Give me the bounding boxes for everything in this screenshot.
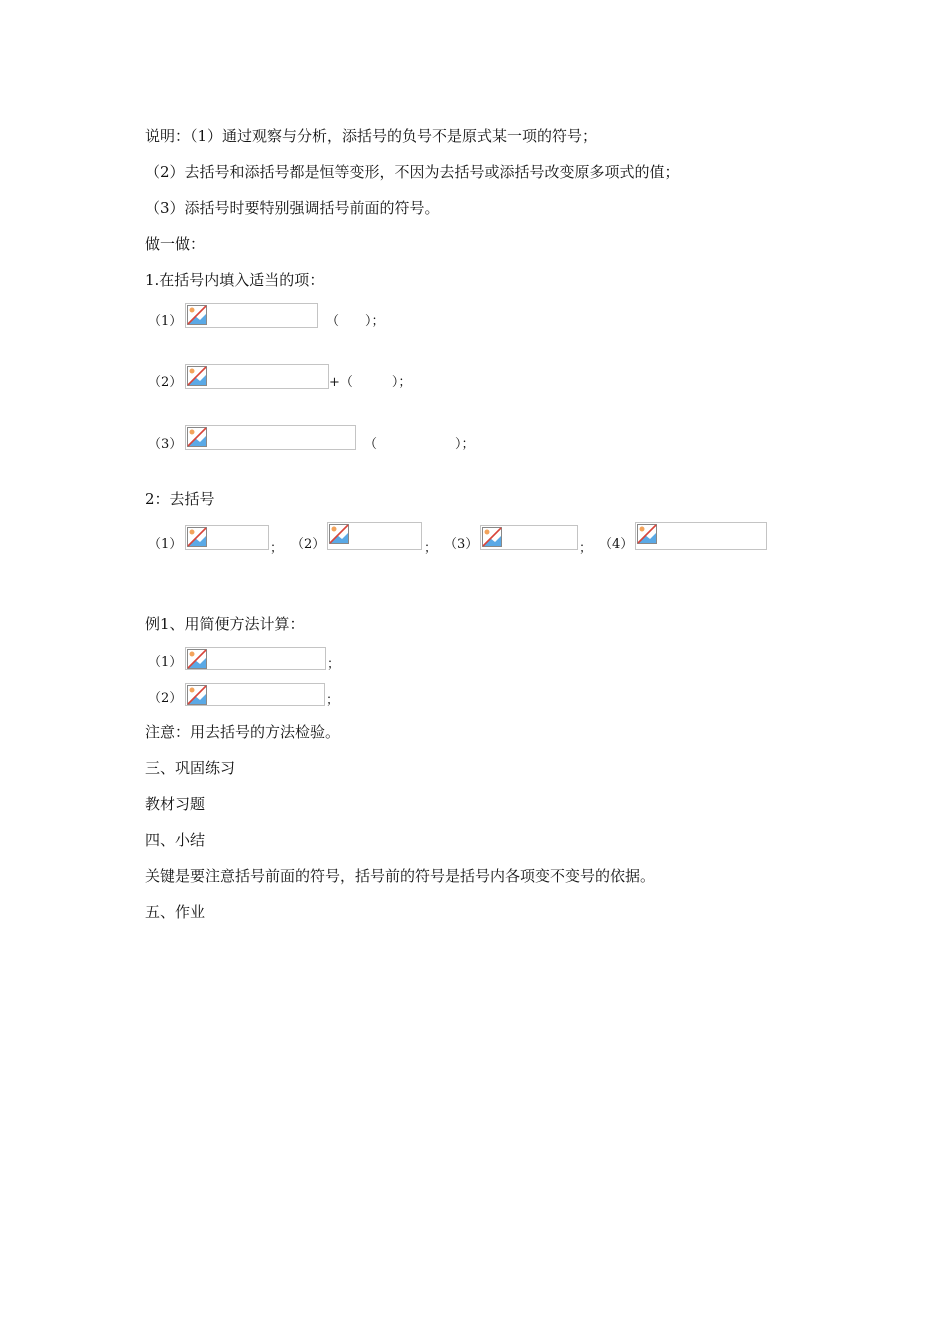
example-label-1: （1） <box>148 655 183 670</box>
broken-image-icon <box>187 685 207 705</box>
fill-in-label-1: （1） <box>148 314 183 329</box>
formula-image <box>185 525 269 550</box>
fill-in-bracket-1: （ ）； <box>326 314 385 329</box>
remove-sep-1: ； <box>270 541 284 556</box>
textbook-exercises: 教材习题 <box>145 795 206 813</box>
broken-image-icon <box>482 527 502 547</box>
fill-in-bracket-2: +（ ）； <box>329 375 412 390</box>
formula-image <box>185 647 326 670</box>
fill-in-label-2: （2） <box>148 375 183 390</box>
fill-in-bracket-3: （ ）； <box>364 437 475 452</box>
fill-in-label-3: （3） <box>148 437 183 452</box>
formula-image <box>185 425 356 450</box>
broken-image-icon <box>637 524 657 544</box>
remove-sep-3: ； <box>579 541 593 556</box>
example-label-2: （2） <box>148 691 183 706</box>
formula-image <box>185 683 325 706</box>
try-it-heading: 做一做： <box>145 235 206 253</box>
broken-image-icon <box>187 527 207 547</box>
remove-brackets-heading: 2：去括号 <box>145 490 215 508</box>
note-line-3: （3）添括号时要特别强调括号前面的符号。 <box>145 199 440 217</box>
remove-label-2: （2） <box>291 537 326 552</box>
example-sep-1: ； <box>327 657 341 672</box>
summary-text: 关键是要注意括号前面的符号，括号前的符号是括号内各项变不变号的依据。 <box>145 867 656 885</box>
example-sep-2: ； <box>326 693 340 708</box>
formula-image <box>185 303 318 328</box>
formula-image <box>185 364 329 389</box>
formula-image <box>635 522 767 550</box>
formula-image <box>480 525 578 550</box>
broken-image-icon <box>329 524 349 544</box>
section-3-heading: 三、巩固练习 <box>145 759 236 777</box>
note-line-2: （2）去括号和添括号都是恒等变形，不因为去括号或添括号改变原多项式的值； <box>145 163 680 181</box>
section-4-heading: 四、小结 <box>145 831 206 849</box>
formula-image <box>327 522 422 550</box>
section-5-heading: 五、作业 <box>145 903 206 921</box>
note-line-1: 说明：（1）通过观察与分析，添括号的负号不是原式某一项的符号； <box>145 127 598 145</box>
remove-label-4: （4） <box>599 537 634 552</box>
example-heading: 例1、用简便方法计算： <box>145 615 305 633</box>
remove-label-3: （3） <box>444 537 479 552</box>
broken-image-icon <box>187 427 207 447</box>
fill-in-heading: 1.在括号内填入适当的项： <box>145 271 325 289</box>
broken-image-icon <box>187 649 207 669</box>
broken-image-icon <box>187 366 207 386</box>
remove-sep-2: ； <box>424 541 438 556</box>
broken-image-icon <box>187 305 207 325</box>
attention-note: 注意：用去括号的方法检验。 <box>145 723 341 741</box>
remove-label-1: （1） <box>148 537 183 552</box>
